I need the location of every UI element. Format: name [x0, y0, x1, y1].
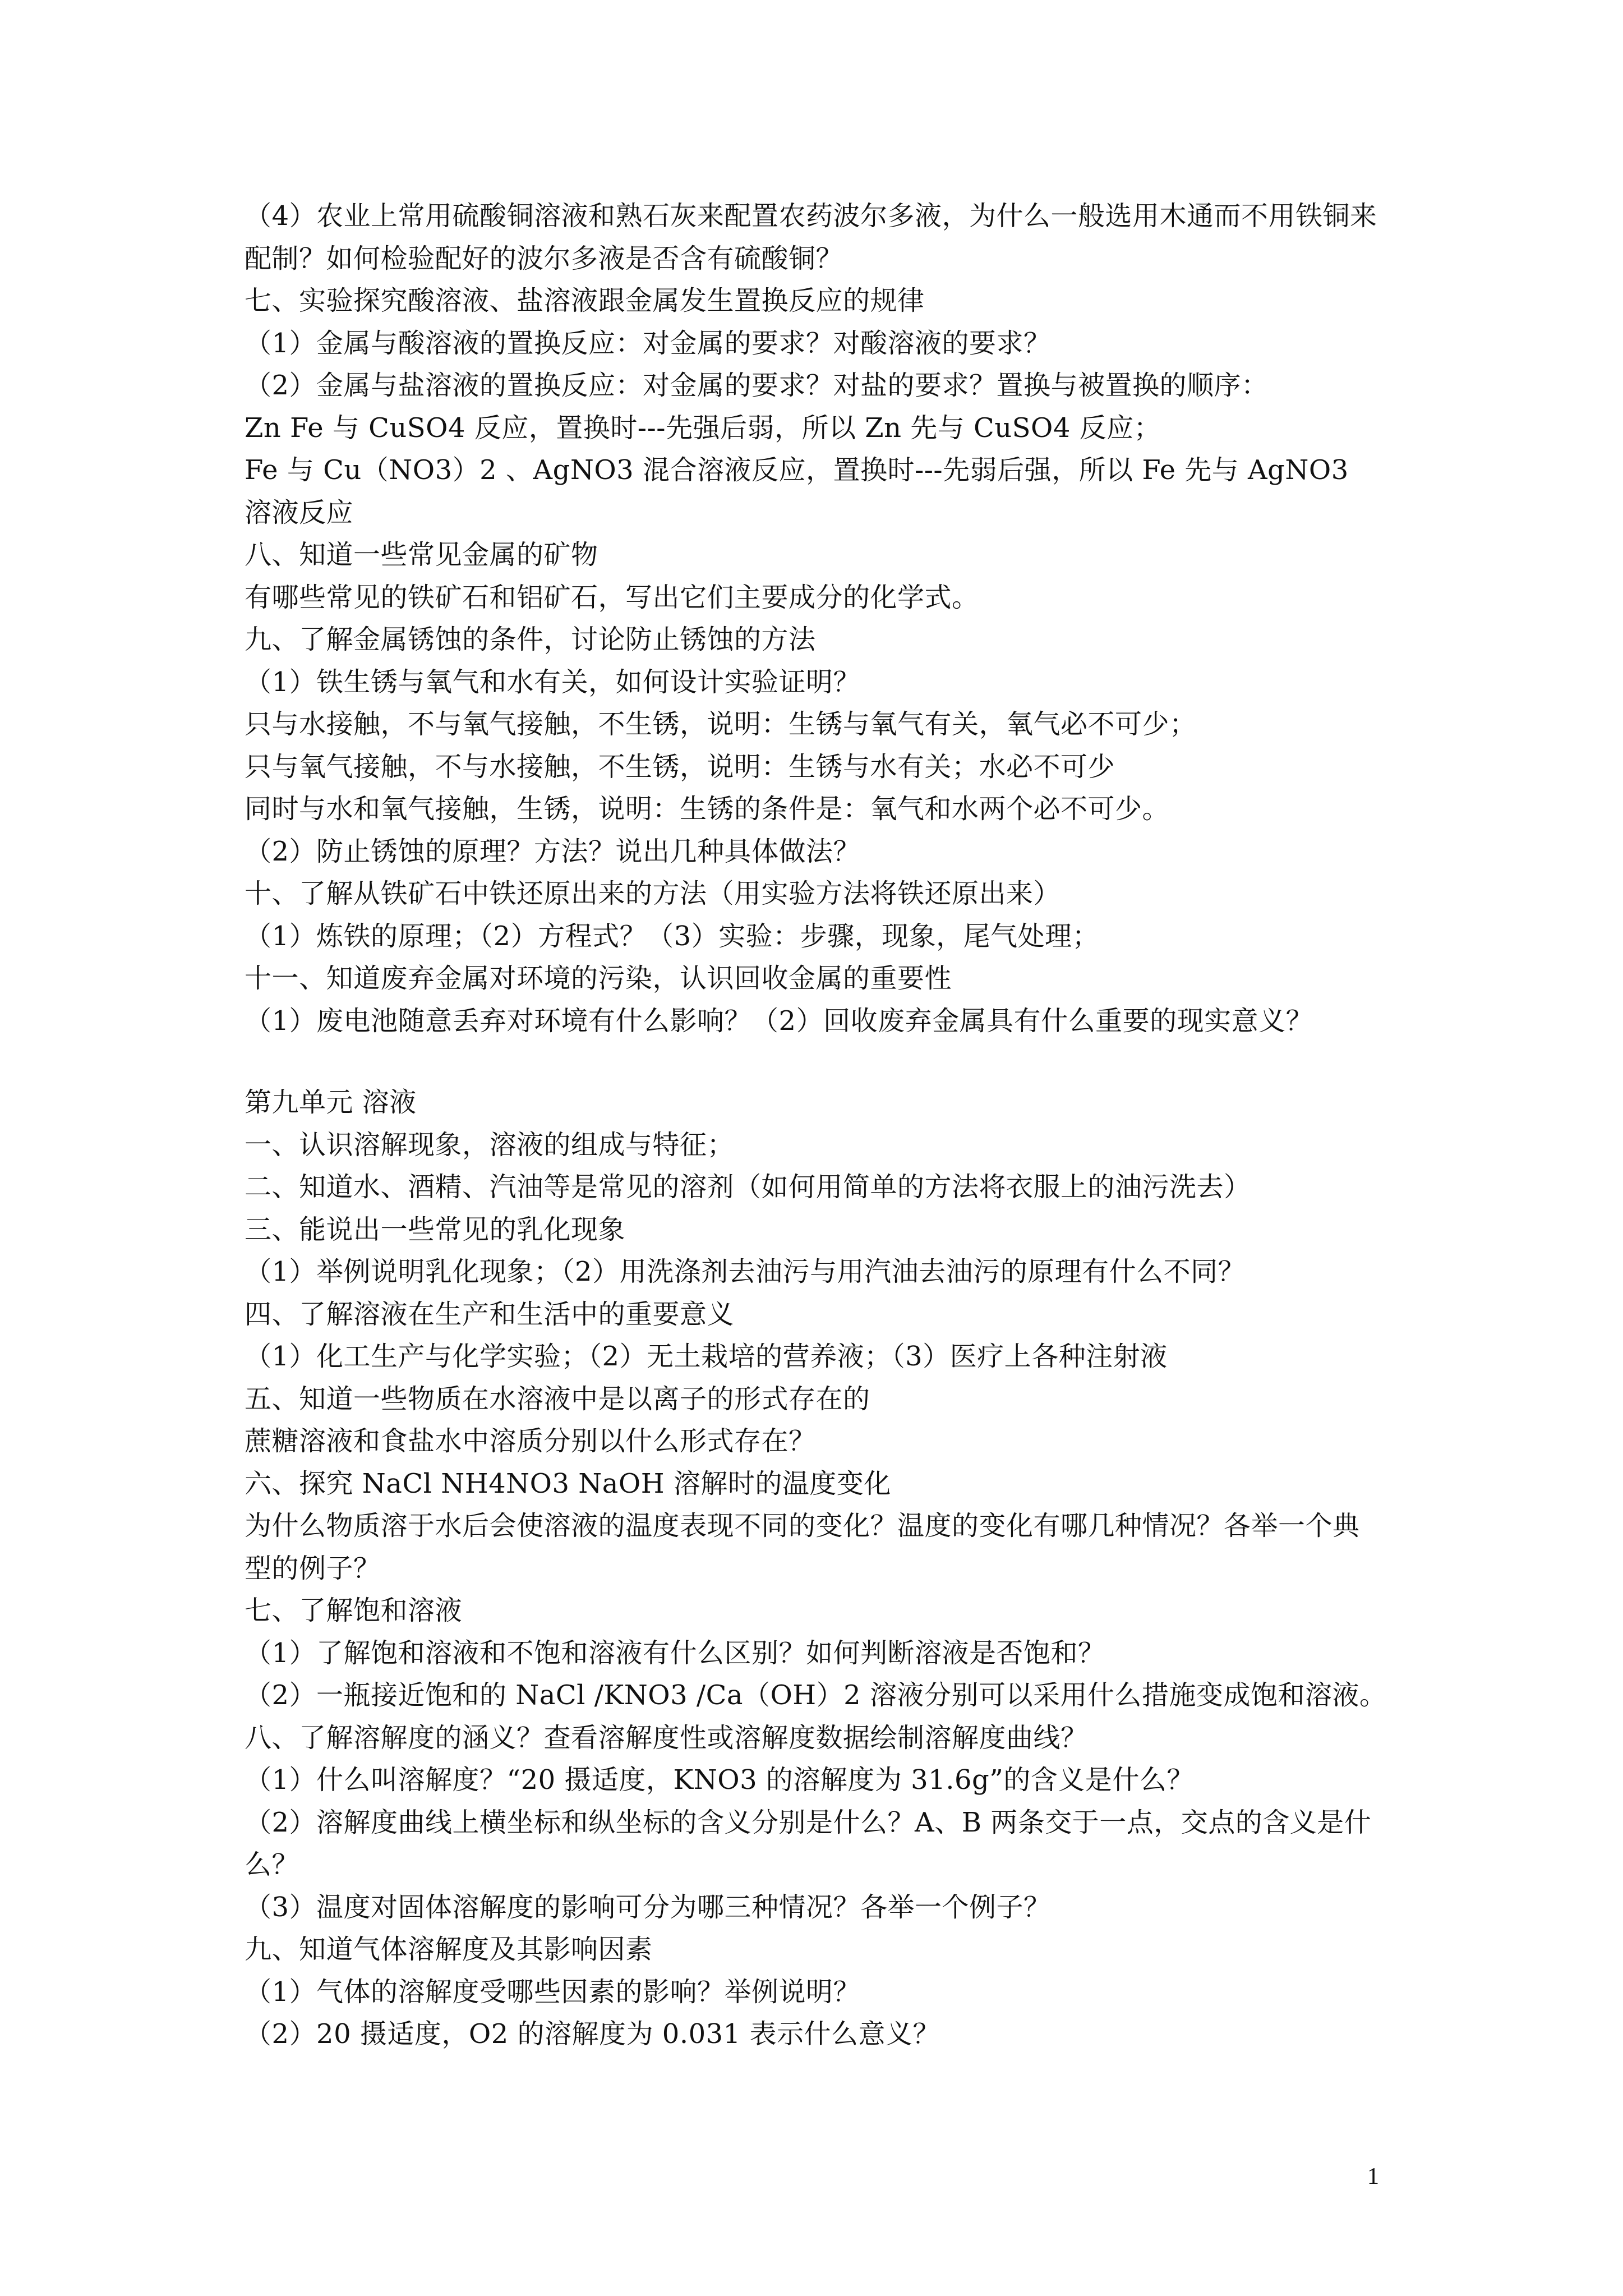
- paragraph-line: （2）防止锈蚀的原理？方法？说出几种具体做法？: [245, 835, 861, 867]
- paragraph-line: （1）举例说明乳化现象；（2）用洗涤剂去油污与用汽油去油污的原理有什么不同？: [245, 1256, 1246, 1287]
- paragraph-line: （1）化工生产与化学实验；（2）无土栽培的营养液；（3）医疗上各种注射液: [245, 1341, 1168, 1372]
- section-heading: 一、认识溶解现象，溶液的组成与特征；: [245, 1129, 735, 1161]
- paragraph-line: （1）废电池随意丢弃对环境有什么影响？（2）回收废弃金属具有什么重要的现实意义？: [245, 1005, 1313, 1037]
- paragraph-line: 同时与水和氧气接触，生锈，说明：生锈的条件是：氧气和水两个必不可少。: [245, 793, 1170, 825]
- paragraph-line: （2）溶解度曲线上横坐标和纵坐标的含义分别是什么？A、B 两条交于一点，交点的含义是什么？: [245, 1806, 1372, 1880]
- paragraph-line: （1）炼铁的原理；（2）方程式？（3）实验：步骤，现象，尾气处理；: [245, 920, 1100, 952]
- page-number: 1: [1367, 2164, 1379, 2189]
- paragraph-line: （1）什么叫溶解度？“20 摄适度，KNO3 的溶解度为 31.6g”的含义是什么？: [245, 1764, 1194, 1796]
- paragraph-line: 有哪些常见的铁矿石和铝矿石，写出它们主要成分的化学式。: [245, 581, 979, 613]
- unit-title: 第九单元 溶液: [245, 1087, 417, 1118]
- paragraph-line: （2）一瓶接近饱和的 NaCl /KNO3 /Ca（OH）2 溶液分别可以采用什么措施变成饱和溶液。: [245, 1680, 1387, 1711]
- section-heading: 九、了解金属锈蚀的条件，讨论防止锈蚀的方法: [245, 624, 816, 655]
- paragraph-line: 只与水接触，不与氧气接触，不生锈，说明：生锈与氧气有关，氧气必不可少；: [245, 708, 1197, 740]
- paragraph-line: （1）了解饱和溶液和不饱和溶液有什么区别？如何判断溶液是否饱和？: [245, 1637, 1105, 1669]
- section-heading: 七、了解饱和溶液: [245, 1595, 463, 1626]
- section-heading: 七、实验探究酸溶液、盐溶液跟金属发生置换反应的规律: [245, 285, 925, 316]
- section-heading: 十、了解从铁矿石中铁还原出来的方法（用实验方法将铁还原出来）: [245, 878, 1061, 909]
- paragraph-line: Fe 与 Cu（NO3）2 、AgNO3 混合溶液反应，置换时---先弱后强，所以 Fe 先与 AgNO3 溶液反应: [245, 454, 1349, 528]
- document-body: [245, 195, 1387, 2056]
- section-heading: 九、知道气体溶解度及其影响因素: [245, 1934, 653, 1965]
- paragraph-line: （2）20 摄适度，O2 的溶解度为 0.031 表示什么意义？: [245, 2018, 940, 2050]
- section-heading: 六、探究 NaCl NH4NO3 NaOH 溶解时的温度变化: [245, 1467, 891, 1499]
- paragraph-line: 蔗糖溶液和食盐水中溶质分别以什么形式存在？: [245, 1425, 816, 1457]
- section-heading: 三、能说出一些常见的乳化现象: [245, 1213, 626, 1245]
- solution-section: [245, 1082, 1387, 2056]
- section-heading: 四、了解溶液在生产和生活中的重要意义: [245, 1298, 735, 1330]
- metal-section: [245, 195, 1383, 1042]
- paragraph-line: 只与氧气接触，不与水接触，不生锈，说明：生锈与水有关；水必不可少: [245, 751, 1115, 783]
- paragraph-line: Zn Fe 与 CuSO4 反应，置换时---先强后弱，所以 Zn 先与 CuSO4 反应；: [245, 412, 1161, 444]
- section-heading: 八、知道一些常见金属的矿物: [245, 539, 598, 570]
- paragraph-line: （3）温度对固体溶解度的影响可分为哪三种情况？各举一个例子？: [245, 1891, 1051, 1923]
- paragraph-line: （4）农业上常用硫酸铜溶液和熟石灰来配置农药波尔多液，为什么一般选用木通而不用铁铜来配制？如何检验配好的波尔多液是否含有硫酸铜？: [245, 200, 1377, 274]
- paragraph-line: （2）金属与盐溶液的置换反应：对金属的要求？对盐的要求？置换与被置换的顺序：: [245, 370, 1269, 401]
- section-heading: 二、知道水、酒精、汽油等是常见的溶剂（如何用简单的方法将衣服上的油污洗去）: [245, 1171, 1251, 1203]
- paragraph-line: （1）铁生锈与氧气和水有关，如何设计实验证明？: [245, 666, 861, 698]
- paragraph-line: （1）气体的溶解度受哪些因素的影响？举例说明？: [245, 1976, 861, 2008]
- section-heading: 八、了解溶解度的涵义？查看溶解度性或溶解度数据绘制溶解度曲线？: [245, 1722, 1088, 1754]
- section-heading: 五、知道一些物质在水溶液中是以离子的形式存在的: [245, 1383, 870, 1415]
- section-heading: 十一、知道废弃金属对环境的污染，认识回收金属的重要性: [245, 963, 952, 994]
- paragraph-line: （1）金属与酸溶液的置换反应：对金属的要求？对酸溶液的要求？: [245, 327, 1051, 359]
- section-gap: [245, 1042, 1383, 1082]
- paragraph-line: 为什么物质溶于水后会使溶液的温度表现不同的变化？温度的变化有哪几种情况？各举一个典型的例子？: [245, 1510, 1360, 1584]
